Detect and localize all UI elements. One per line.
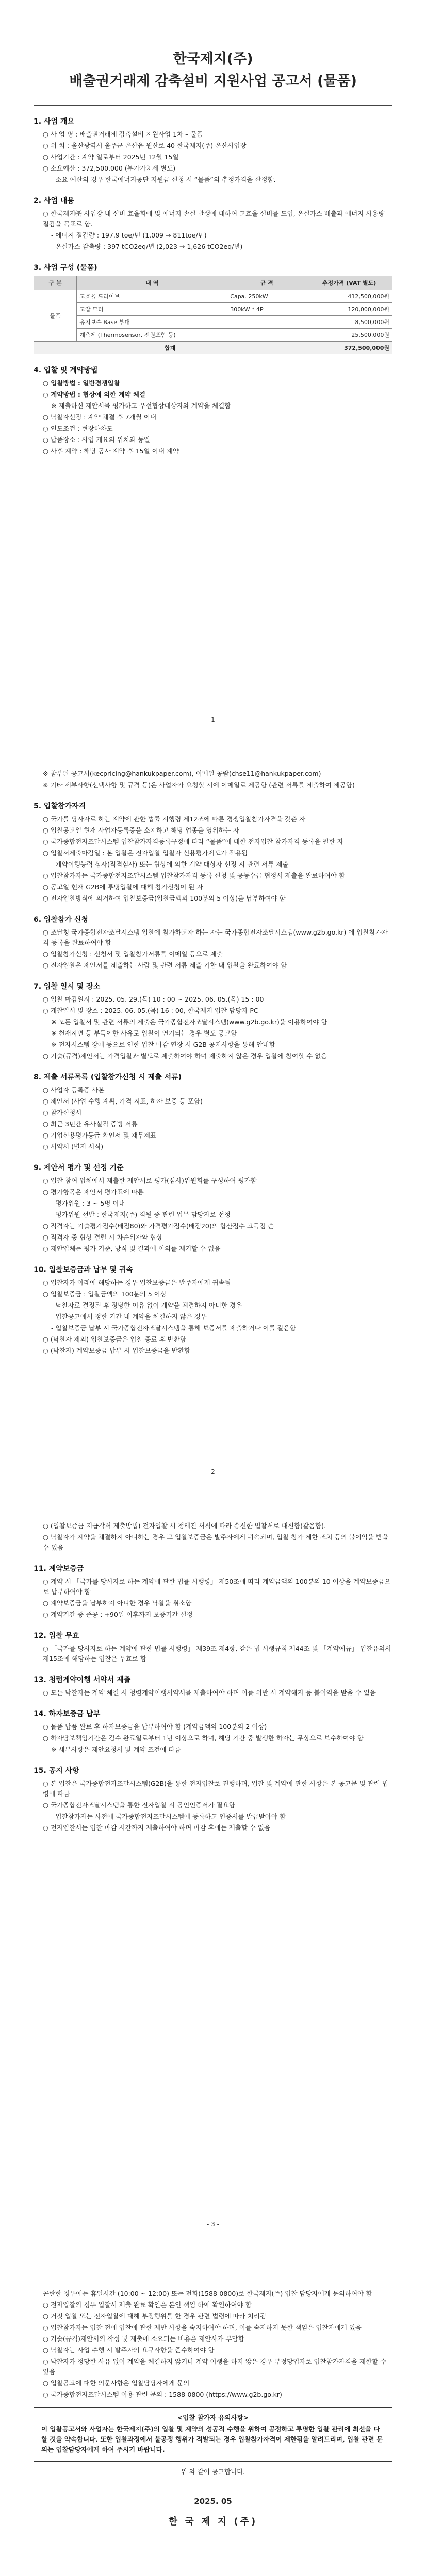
section-15-heading: 15. 공지 사항 [34,1767,79,1775]
sec10-item: ○ 입찰보증금 : 입찰금액의 100분의 5 이상 [43,1290,167,1298]
sec5-item: - 계약이행능력 심사(적격심사) 또는 협상에 의한 계약 대상자 선정 시 관련 서류 제출 [51,860,289,868]
sec10-item: - 입찰보증금 납부 시 국가종합전자조달시스템을 통해 보증서를 제출하거나 이를 갈음함 [51,1324,296,1332]
section-9-heading: 9. 제안서 평가 및 선정 기준 [34,1164,124,1172]
title-company: 한국제지(주) [173,51,253,67]
sec9-item: ○ 평가항목은 제안서 평가표에 따름 [43,1188,144,1196]
section-6-heading: 6. 입찰참가 신청 [34,916,88,924]
sec1-item: - 소요 예산의 경우 한국에너지공단 지원금 신청 시 “물품”의 추정가격을 산정함. [51,176,276,184]
section-1-heading: 1. 사업 개요 [34,117,74,126]
sec14-item: ○ 하자담보책임기간은 검수 완료일로부터 1년 이상으로 하며, 해당 기간 중 발생한 하자는 무상으로 보수하여야 함 [43,1734,364,1742]
sec9-item: ○ 적격자는 기술평가점수(배점80)와 가격평가점수(배점20)의 합산점수 고득점 순 [43,1222,274,1230]
section-5-heading: 5. 입찰참가자격 [34,802,86,810]
sec4-item: ○ 사후 계약 : 해당 공사 계약 후 15일 이내 계약 [43,447,179,455]
sec11-item: ○ 계약 시 「국가를 당사자로 하는 계약에 관한 법률 시행령」 제50조에 따라 계약금액의 100분의 10 이상을 계약보증금으로 납부하여야 함 [43,1578,391,1596]
bidder-notice-box [34,2407,392,2462]
sec4-item: ○ 인도조건 : 현장하차도 [43,425,113,433]
sec1-item: ○ 위 치 : 울산광역시 울주군 온산읍 원산로 40 한국제지(주) 온산사업장 [43,142,247,150]
sec10-item: ○ 입찰자가 아래에 해당하는 경우 입찰보증금은 발주자에게 귀속됨 [43,1279,231,1286]
equipment-table [34,276,392,354]
page-number: - 2 - [207,1468,219,1476]
announcement-date: 2025. 05 [194,2497,232,2506]
notice-text: 이 입찰공고서와 사업자는 한국제지(주)의 입찰 및 계약의 성공적 수행을 위하여 공정하고 투명한 입찰 관리에 최선을 다할 것을 약속합니다. 또한 입찰과정에서 불공정 행위가 적발되는 경우 입찰참가자격이 제한됨을 알려드리며, 입찰 관련 문의는 입찰담당자에게 하여 주시기 바랍니다. [41,2425,383,2453]
sec4-item: ○ 계약방법 : 협상에 의한 계약 체결 [43,391,145,399]
sec15b-item: ○ 낙찰자가 정당한 사유 없이 계약을 체결하지 않거나 계약 이행을 하지 않은 경우 부정당업자로 입찰참가자격을 제한할 수 있음 [43,2358,387,2376]
sec4-item: ○ 입찰방법 : 일반경쟁입찰 [43,379,120,387]
sec4-item: ※ 제출하신 제안서를 평가하고 우선협상대상자와 계약을 체결함 [51,402,231,410]
sec8-item: ○ 제안서 (사업 수행 계획, 가격 지표, 하자 보증 등 포함) [43,1097,203,1105]
sec7b-item: ○ 기술(규격)제안서는 가격입찰과 별도로 제출하여야 하며 제출하지 않은 경우 입찰에 참여할 수 없음 [43,1052,327,1060]
sec10b-item: ○ (입찰보증금 지급각서 제출방법) 전자입찰 시 정해진 서식에 따라 송신한 입찰서로 대신함(갈음함). [43,1522,326,1530]
sec11-item: ○ 계약기간 중 준공 : +90일 이후까지 보증기간 설정 [43,1611,193,1618]
item-price-cell: 120,000,000원 [306,303,392,316]
sec7-item: ※ 천재지변 등 부득이한 사유로 입찰이 연기되는 경우 별도 공고함 [51,1029,237,1037]
notice-heading: <입찰 참가자 유의사항> [177,2414,249,2421]
sec7-item: ※ 전자시스템 장애 등으로 인한 입찰 마감 연장 시 G2B 공지사항을 통해 안내함 [51,1041,275,1048]
table-row [34,329,392,342]
sec10-item: ○ (낙찰자 제외) 입찰보증금은 입찰 종료 후 반환함 [43,1335,186,1343]
sec5-item: ○ 공고일 현재 G2B에 투명입찰에 대해 참가신청이 된 자 [43,883,203,891]
section-7-heading: 7. 입찰 일시 및 장소 [34,982,101,991]
page-number: - 1 - [207,716,219,723]
sec7-item: ※ 모든 입찰서 및 관련 서류의 제출은 국가종합전자조달시스템(www.g2b.go.kr)을 이용하여야 함 [51,1018,327,1026]
item-spec-cell: 300kW * 4P [227,303,306,316]
sheet-page-2 [10,752,416,1504]
item-price-cell: 412,500,000원 [306,290,392,303]
section-3-heading: 3. 사업 구성 (물품) [34,264,97,273]
sec5-item: ○ 국가종합전자조달시스템 입찰참가자격등록규정에 따라 “물품”에 대한 전자입찰 참가자격 등록을 필한 자 [43,838,343,845]
total-value-cell: 372,500,000원 [306,342,392,354]
sec6-item: ○ 입찰참가신청 : 신청서 및 입찰참가서류를 이메일 등으로 제출 [43,950,223,958]
sec2-item: - 온실가스 감축량 : 397 tCO2eq/년 (2,023 → 1,626 tCO2eq/년) [51,243,243,251]
table-header-row [34,276,392,290]
section-4-heading: 4. 입찰 및 계약방법 [34,366,98,375]
sec8-item: ○ 서약서 (별지 서식) [43,1143,104,1150]
sec10-item: - 낙찰자로 결정된 후 정당한 이유 없이 계약을 체결하지 아니한 경우 [51,1301,242,1309]
sec15-item: ○ 전자입찰서는 입찰 마감 시간까지 제출하여야 하며 마감 후에는 제출할 수 없음 [43,1824,271,1832]
sec5-item: ○ 국가를 당사자로 하는 계약에 관한 법률 시행령 제12조에 따른 경쟁입찰참가자격을 갖춘 자 [43,815,306,823]
item-spec-cell [227,329,306,342]
sec7-item: ○ 입찰 마감일시 : 2025. 05. 29.(목) 10 : 00 ~ 2025. 06. 05.(목) 15 : 00 [43,995,264,1003]
sec5-item: ○ 입찰공고일 현재 사업자등록증을 소지하고 해당 업종을 영위하는 자 [43,826,239,834]
sheet-page-4 [10,2257,416,2576]
sec10-item: ○ (낙찰자) 계약보증금 납부 시 입찰보증금을 반환함 [43,1347,191,1354]
sec5-item: ○ 전자입찰방식에 의거하여 입찰보증금(입찰금액의 100분의 5 이상)을 납부하여야 함 [43,894,286,902]
table-header: 규 격 [227,276,306,290]
sec15b-item: ○ 거짓 입찰 또는 전자입찰에 대해 부정행위를 한 경우 관련 법령에 따라 처리됨 [43,2312,266,2320]
category-cell: 물품 [34,290,77,342]
sec9-item: - 평가위원 선발 : 한국제지(주) 직원 중 관련 업무 담당자로 선정 [51,1211,231,1218]
sec13-item: ○ 모든 낙찰자는 계약 체결 시 청렴계약이행서약서를 제출하여야 하며 이를 위반 시 계약해지 등 불이익을 받을 수 있음 [43,1689,376,1697]
sec14-item: ※ 세부사항은 제안요청서 및 계약 조건에 따름 [51,1745,181,1753]
sec8-item: ○ 참가신청서 [43,1109,82,1116]
sec1-item: ○ 사업기간 : 계약 일로부터 2025년 12월 15일 [43,153,179,161]
sec4-item: ○ 낙찰자선정 : 계약 체결 후 7개월 이내 [43,413,156,421]
sec15b-item: ○ 국가종합전자조달시스템 이용 관련 문의 : 1588-0800 (https://www.g2b.go.kr) [43,2391,282,2398]
sec2-item: ○ 한국제지㈜ 사업장 내 설비 효율화에 및 에너지 손실 발생에 대하여 고효율 설비를 도입, 온실가스 배출과 에너지 사용량 절감을 목표로 함. [43,210,385,228]
sec8-item: ○ 최근 3년간 유사실적 증빙 서류 [43,1120,138,1128]
sec9-item: ○ 입찰 참여 업체에서 제출한 제안서로 평가(심사)위원회를 구성하여 평가함 [43,1177,257,1184]
sec15-item: ○ 본 입찰은 국가종합전자조달시스템(G2B)을 통한 전자입찰로 진행하며, 입찰 및 계약에 관한 사항은 본 공고문 및 관련 법령에 따름 [43,1780,388,1798]
sec15b-item: 곤란한 경우에는 휴일시간 (10:00 ~ 12:00) 또는 전화(1588-0800)로 한국제지(주) 입찰 담당자에게 문의하여야 함 [43,2290,372,2297]
table-header: 구 분 [34,276,77,290]
document-title [34,0,392,91]
title-subject: 배출권거래제 감축설비 지원사업 공고서 (물품) [69,73,357,90]
sec11-item: ○ 계약보증금을 납부하지 아니한 경우 낙찰을 취소함 [43,1599,192,1607]
sec5-pre-item: ※ 참부된 공고서(kecpricing@hankukpaper.com), 이메일 공람(chse11@hankukpaper.com) [43,770,321,777]
section-10-heading: 10. 입찰보증금과 납부 및 귀속 [34,1266,134,1274]
table-total-row [34,342,392,354]
sec6-item: ○ 조달청 국가종합전자조달시스템 입찰에 참가하고자 하는 자는 국가종합전자조달시스템(www.g2b.go.kr) 에 입찰참가자격 등록을 완료하여야 함 [43,928,388,946]
sec4-item: ○ 납품장소 : 사업 개요의 위치와 동일 [43,436,151,444]
item-spec-cell: Capa. 250kW [227,290,306,303]
section-2-heading: 2. 사업 내용 [34,197,74,206]
section-11-heading: 11. 계약보증금 [34,1565,84,1573]
sec8-item: ○ 사업자 등록증 사본 [43,1086,105,1094]
sec7-item: ○ 개찰일시 및 장소 : 2025. 06. 05.(목) 16 : 00, 한국제지 입찰 담당자 PC [43,1007,258,1014]
table-row [34,303,392,316]
sheet-page-3 [10,1504,416,2257]
sec15b-item: ○ 낙찰자는 사업 수행 시 발주자의 요구사항을 준수하여야 함 [43,2346,215,2354]
sec15b-item: ○ 전자입찰의 경우 입찰서 제출 완료 확인은 본인 책임 하에 확인하여야 함 [43,2301,252,2309]
page-number: - 3 - [207,2221,219,2228]
sec15b-item: ○ 기술(규격)제안서의 작성 및 제출에 소요되는 비용은 제안사가 부담함 [43,2335,244,2343]
sec5-pre-item: ※ 기타 세부사항(선택사항 및 규격 등)은 사업자가 요청할 시에 이메일로 제공함 (관련 서류를 제출하여 제공함) [43,781,355,789]
item-name-cell: 유지보수 Base 부대 [77,316,227,329]
sec8-item: ○ 기업신용평가등급 확인서 및 재무제표 [43,1131,157,1139]
item-spec-cell [227,316,306,329]
sheet-page-1 [10,0,416,752]
item-name-cell: 계측제 (Thermosensor, 전원포함 등) [77,329,227,342]
sec2-item: - 에너지 절감량 : 197.9 toe/년 (1,009 → 811toe/년) [51,231,207,240]
title-divider [34,105,392,106]
sec15-item: - 입찰참가자는 사전에 국가종합전자조달시스템에 등록하고 인증서를 발급받아야 함 [51,1812,286,1820]
table-row [34,316,392,329]
sec12-item: ○ 「국가를 당사자로 하는 계약에 관한 법률 시행령」 제39조 제4항, 같은 법 시행규칙 제44조 및 「계약예규」 입찰유의서 제15조에 해당하는 입찰은 무효로 함 [43,1645,391,1663]
sec1-item: ○ 사 업 명 : 배출권거래제 감축설비 지원사업 1차 – 물품 [43,130,203,139]
sec9-item: ○ 제안업체는 평가 기준, 방식 및 결과에 이의를 제기할 수 없음 [43,1245,221,1252]
section-12-heading: 12. 입찰 무효 [34,1632,79,1640]
item-name-cell: 고압 모터 [77,303,227,316]
sec14-item: ○ 물품 납품 완료 후 하자보증금을 납부하여야 함 (계약금액의 100분의 2 이상) [43,1723,267,1731]
sec6-item: ○ 전자입찰은 제안서를 제출하는 사람 및 관련 서류 제출 기한 내 입찰을 완료하여야 함 [43,961,287,969]
section-14-heading: 14. 하자보증금 납부 [34,1710,101,1718]
sec1-item: ○ 소요예산 : 372,500,000 (부가가치세 별도) [43,164,176,173]
section-8-heading: 8. 제출 서류목록 (입찰참가신청 시 제출 서류) [34,1073,182,1081]
table-row [34,290,392,303]
item-name-cell: 고효율 드라이브 [77,290,227,303]
sec5-item: ○ 입찰참가자는 국가종합전자조달시스템 입찰참가자격 등록 신청 및 공동수급 협정서 제출을 완료하여야 함 [43,872,345,879]
total-label-cell: 합계 [34,342,306,354]
sec9-item: - 평가위원 : 3 ~ 5명 이내 [51,1199,125,1207]
announcement-statement: 위 와 같이 공고합니다. [181,2468,245,2476]
sec15-item: ○ 국가종합전자조달시스템을 통한 전자입찰 시 공인인증서가 필요함 [43,1801,235,1809]
table-header: 내 역 [77,276,227,290]
issuing-organization: 한 국 제 지 (주) [168,2516,258,2527]
sec10-item: - 입찰공고에서 정한 기간 내 계약을 체결하지 않은 경우 [51,1313,207,1320]
item-price-cell: 25,500,000원 [306,329,392,342]
item-price-cell: 8,500,000원 [306,316,392,329]
table-header: 추정가격 (VAT 별도) [306,276,392,290]
sec9-item: ○ 적격자 중 협상 결렬 시 차순위자와 협상 [43,1233,162,1241]
sec15b-item: ○ 입찰참가자는 입찰 전에 입찰에 관한 제반 사항을 숙지하여야 하며, 이를 숙지하지 못한 책임은 입찰자에게 있음 [43,2324,362,2331]
sec15b-item: ○ 입찰공고에 대한 의문사항은 입찰담당자에게 문의 [43,2379,190,2387]
section-13-heading: 13. 청렴계약이행 서약서 제출 [34,1676,131,1684]
sec10b-item: ○ 낙찰자가 계약을 체결하지 아니하는 경우 그 입찰보증금은 발주자에게 귀속되며, 입찰 참가 제한 조치 등의 불이익을 받을 수 있음 [43,1533,389,1551]
sec5-item: ○ 입찰서제출마감일 : 본 입찰은 전자입찰 입찰자 신용평가제도가 적용됨 [43,849,248,857]
